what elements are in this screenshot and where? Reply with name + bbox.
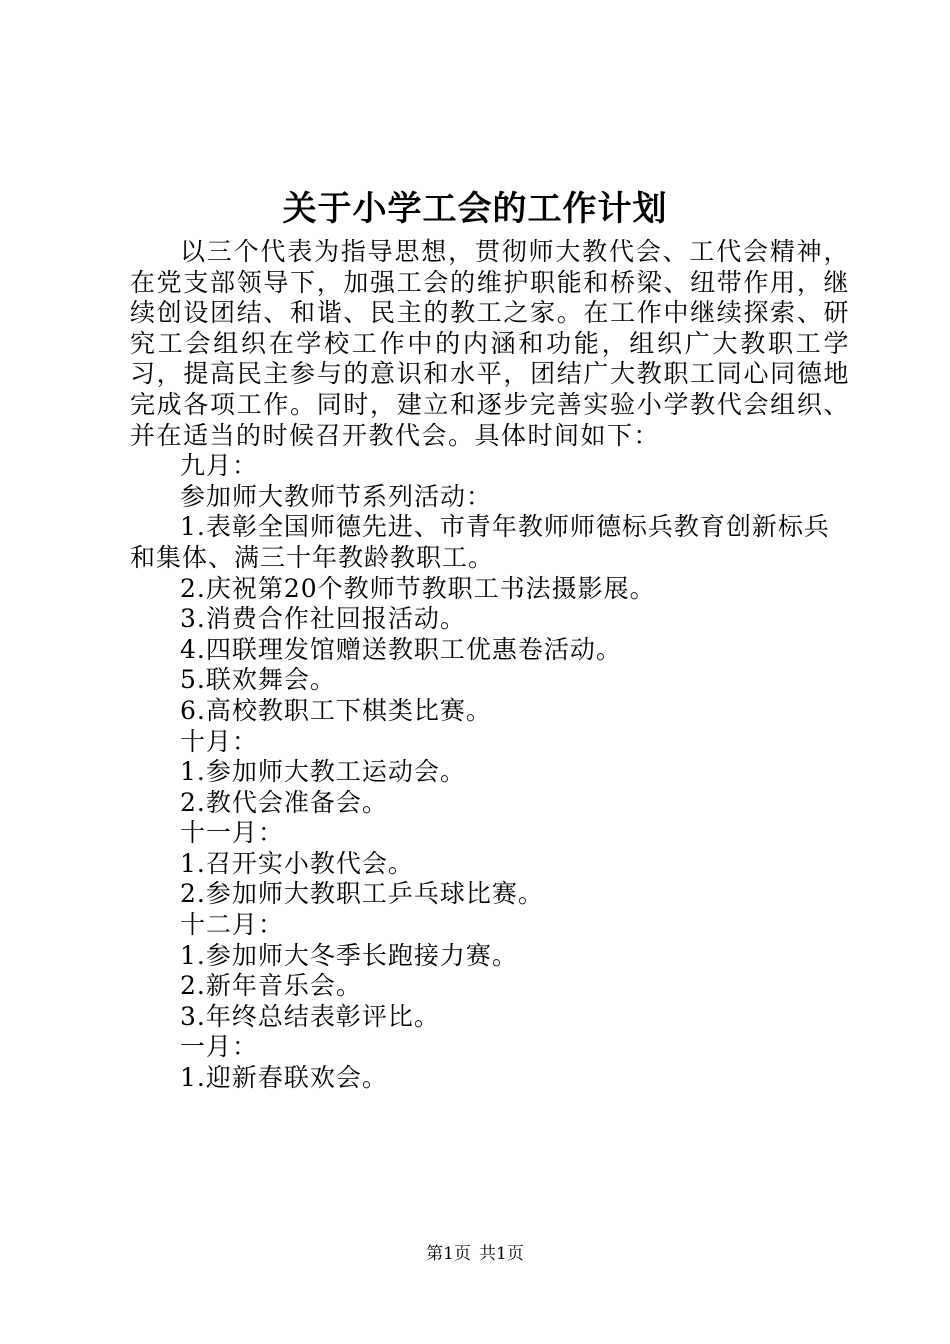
- document-body: [130, 237, 850, 1094]
- list-item: 1.召开实小教代会。: [180, 848, 414, 878]
- page-footer: [0, 1243, 950, 1265]
- list-item: 2.新年音乐会。: [180, 971, 362, 1001]
- list-item: 5.联欢舞会。: [180, 665, 336, 695]
- list-item: 2.教代会准备会。: [180, 787, 388, 817]
- list-item: 3.消费合作社回报活动。: [180, 604, 466, 634]
- list-item: 1.表彰全国师德先进、市青年教师师德标兵教育创新标兵和集体、满三十年教龄教职工。: [130, 512, 830, 572]
- month-heading-september: 九月：: [180, 451, 259, 481]
- document-title: 关于小学工会的工作计划: [282, 189, 668, 229]
- list-item: 6.高校教职工下棋类比赛。: [180, 695, 492, 725]
- page-number: 第1页: [426, 1244, 471, 1264]
- month-heading-november: 十一月：: [180, 818, 285, 848]
- list-heading: 参加师大教师节系列活动：: [180, 481, 493, 511]
- month-heading-december: 十二月：: [180, 910, 285, 940]
- list-item: 1.参加师大教工运动会。: [180, 757, 466, 787]
- list-item: 2.参加师大教职工乒乓球比赛。: [180, 879, 544, 909]
- month-heading-january: 一月：: [180, 1032, 259, 1062]
- list-item: 3.年终总结表彰评比。: [180, 1001, 440, 1031]
- list-item: 1.参加师大冬季长跑接力赛。: [180, 940, 518, 970]
- list-item: 2.庆祝第20个教师节教职工书法摄影展。: [180, 573, 656, 603]
- list-item: 4.四联理发馆赠送教职工优惠卷活动。: [180, 634, 622, 664]
- intro-paragraph: 以三个代表为指导思想，贯彻师大教代会、工代会精神，在党支部领导下，加强工会的维护职能和桥梁、纽带作用，继续创设团结、和谐、民主的教工之家。在工作中继续探索、研究工会组织在学校工作中的内涵和功能，组织广大教职工学习，提高民主参与的意识和水平，团结广大教职工同心同德地完成各项工作。同时，建立和逐步完善实验小学教代会组织、并在适当的时候召开教代会。具体时间如下：: [130, 237, 850, 450]
- list-item: 1.迎新春联欢会。: [180, 1063, 388, 1093]
- month-heading-october: 十月：: [180, 726, 259, 756]
- page-total: 共1页: [479, 1244, 524, 1264]
